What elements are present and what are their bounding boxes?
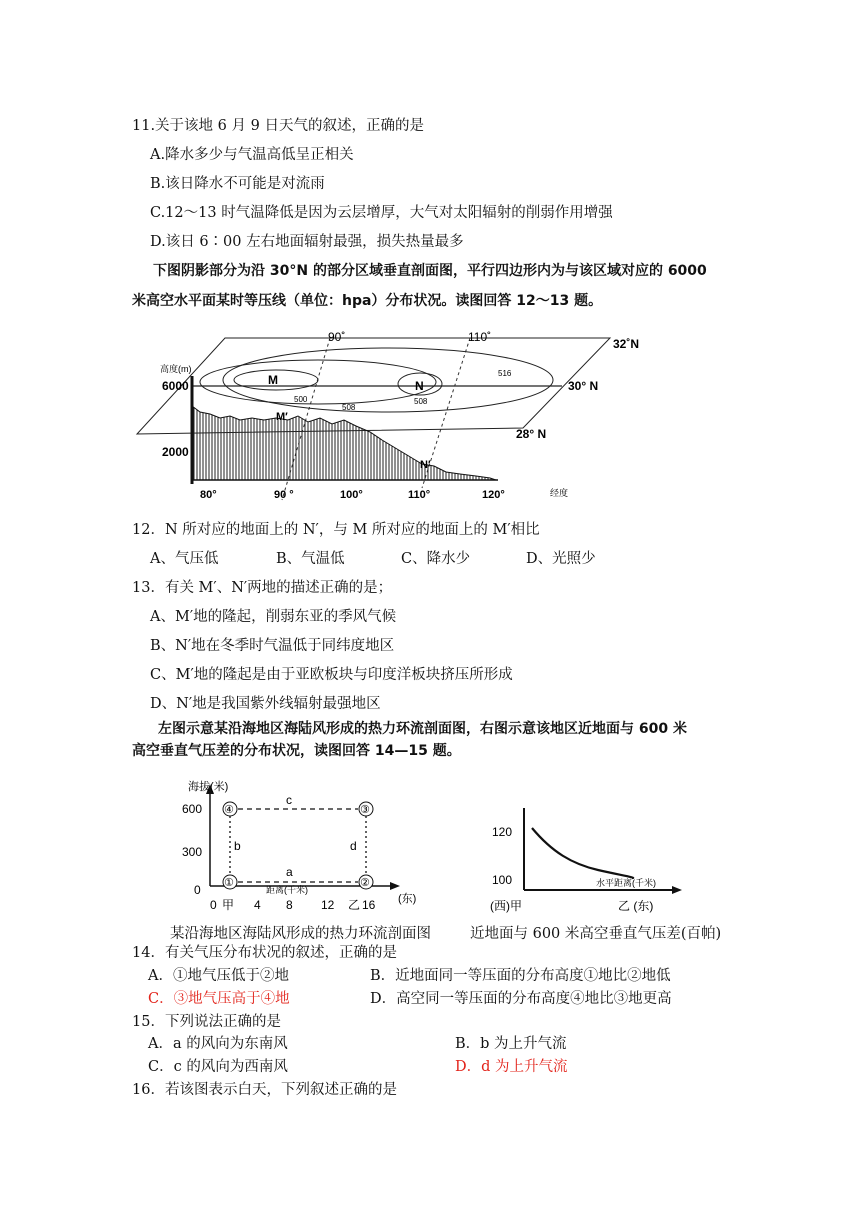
isobar-label-508-n: 508 <box>414 397 428 406</box>
q13-option-d: D、N′地是我国紫外线辐射最强地区 <box>150 696 381 712</box>
lon-label-90: 90˚ <box>328 330 346 344</box>
east-yi-label: 乙 (东) <box>618 899 654 913</box>
point-1-label: ① <box>224 877 234 889</box>
x-tick-12: 12 <box>321 898 335 912</box>
intro-14-15-line1: 左图示意某沿海地区海陆风形成的热力环流剖面图，右图示意该地区近地面与 600 米 <box>158 721 687 737</box>
distance-axis-arrow <box>390 882 400 890</box>
lon-label-110: 110˚ <box>468 330 492 344</box>
horizontal-axis-arrow <box>672 886 682 894</box>
horizontal-distance-title: 水平距离(千米) <box>596 878 656 888</box>
profile-isobar-figure <box>130 328 650 500</box>
isobar-label-508-m: 508 <box>342 403 356 412</box>
point-m-prime: M′ <box>276 411 288 423</box>
x-tick-8: 8 <box>286 898 293 912</box>
circulation-caption: 某沿海地区海陆风形成的热力环流剖面图 <box>170 926 431 942</box>
q11-option-c: C.12～13 时气温降低是因为云层增厚，大气对太阳辐射的削弱作用增强 <box>150 205 613 221</box>
q15-option-b: B．b 为上升气流 <box>455 1036 567 1052</box>
intro-12-13-line2: 米高空水平面某时等压线（单位：hpa）分布状况。读图回答 12～13 题。 <box>132 293 603 309</box>
q15-stem: 15．下列说法正确的是 <box>132 1014 281 1030</box>
terrain-profile <box>192 406 496 480</box>
edge-b-label: b <box>234 839 241 853</box>
q14-option-d: D．高空同一等压面的分布高度④地比③地更高 <box>370 991 672 1007</box>
q14-option-b: B．近地面同一等压面的分布高度①地比②地低 <box>370 968 671 984</box>
isobar-label-516: 516 <box>498 369 512 378</box>
x-tick-16: 16 <box>362 898 376 912</box>
west-jia-label: (西)甲 <box>490 899 522 913</box>
q15-option-a: A．a 的风向为东南风 <box>148 1036 288 1052</box>
isobar-label-500: 500 <box>294 395 308 404</box>
x-tick-90: 90 ° <box>274 489 294 501</box>
x-tick-yi: 乙 <box>348 898 361 912</box>
x-tick-100: 100° <box>340 489 363 501</box>
q14-option-c: C．③地气压高于④地 <box>148 991 290 1007</box>
y-axis-title: 高度(m) <box>160 364 192 374</box>
q13-option-b: B、N′地在冬季时气温低于同纬度地区 <box>150 638 395 654</box>
y-tick-600: 600 <box>182 802 203 816</box>
q12-option-a: A、气压低 <box>150 551 219 567</box>
pressure-difference-curve <box>532 828 633 878</box>
x-tick-110: 110° <box>408 489 431 501</box>
x-tick-jia: 甲 <box>222 898 235 912</box>
point-4-label: ④ <box>224 804 234 816</box>
x-tick-0: 0 <box>210 898 217 912</box>
lat-label-30n: 30° N <box>568 379 599 393</box>
x-axis-title: 经度 <box>550 488 569 498</box>
pressure-difference-figure <box>488 800 708 916</box>
intro-14-15-line2: 高空垂直气压差的分布状况，读图回答 14—15 题。 <box>132 743 461 759</box>
edge-a-label: a <box>286 865 293 879</box>
y-tick-0: 0 <box>194 883 201 897</box>
q11-option-d: D.该日 6∶00 左右地面辐射最强，损失热量最多 <box>150 234 464 250</box>
intro-12-13-line1: 下图阴影部分为沿 30°N 的部分区域垂直剖面图，平行四边形内为与该区域对应的 6000 <box>153 263 707 279</box>
circulation-figure <box>170 778 430 918</box>
edge-d-label: d <box>350 839 357 853</box>
y-tick-2000: 2000 <box>162 445 189 459</box>
q16-stem: 16．若该图表示白天，下列叙述正确的是 <box>132 1082 397 1098</box>
q14-option-a: A．①地气压低于②地 <box>148 968 289 984</box>
q15-option-d: D．d 为上升气流 <box>455 1059 568 1075</box>
y-tick-6000: 6000 <box>162 379 189 393</box>
q12-stem: 12．N 所对应的地面上的 N′，与 M 所对应的地面上的 M′相比 <box>132 522 540 538</box>
edge-c-label: c <box>286 793 292 807</box>
q11-option-b: B.该日降水不可能是对流雨 <box>150 176 325 192</box>
lat-label-28n: 28° N <box>516 427 547 441</box>
point-n-prime: N′ <box>420 459 431 471</box>
point-2-label: ② <box>360 877 370 889</box>
x-tick-4: 4 <box>254 898 261 912</box>
q12-option-c: C、降水少 <box>401 551 471 567</box>
q11-stem: 11.关于该地 6 月 9 日天气的叙述，正确的是 <box>132 118 424 134</box>
point-m: M <box>268 373 278 387</box>
pressure-difference-caption: 近地面与 600 米高空垂直气压差(百帕) <box>470 926 722 942</box>
q13-stem: 13．有关 M′、N′两地的描述正确的是； <box>132 580 393 596</box>
y-tick-100: 100 <box>492 873 513 887</box>
point-n: N <box>415 379 424 393</box>
y-tick-120: 120 <box>492 825 513 839</box>
distance-axis-title: 距离(千米) <box>266 885 308 895</box>
x-tick-120: 120° <box>482 489 505 501</box>
q12-option-b: B、气温低 <box>276 551 345 567</box>
y-tick-300: 300 <box>182 845 203 859</box>
x-tick-80: 80° <box>200 489 217 501</box>
q13-option-c: C、M′地的隆起是由于亚欧板块与印度洋板块挤压所形成 <box>150 667 513 683</box>
point-3-label: ③ <box>360 804 370 816</box>
q12-option-d: D、光照少 <box>526 551 596 567</box>
q11-option-a: A.降水多少与气温高低呈正相关 <box>150 147 354 163</box>
q13-option-a: A、M′地的隆起，削弱东亚的季风气候 <box>150 609 397 625</box>
q14-stem: 14．有关气压分布状况的叙述，正确的是 <box>132 945 397 961</box>
east-direction-label: (东) <box>398 893 417 905</box>
q15-option-c: C．c 的风向为西南风 <box>148 1059 288 1075</box>
altitude-axis-title: 海拔(米) <box>188 781 229 793</box>
lat-label-32n: 32˚N <box>613 337 640 351</box>
